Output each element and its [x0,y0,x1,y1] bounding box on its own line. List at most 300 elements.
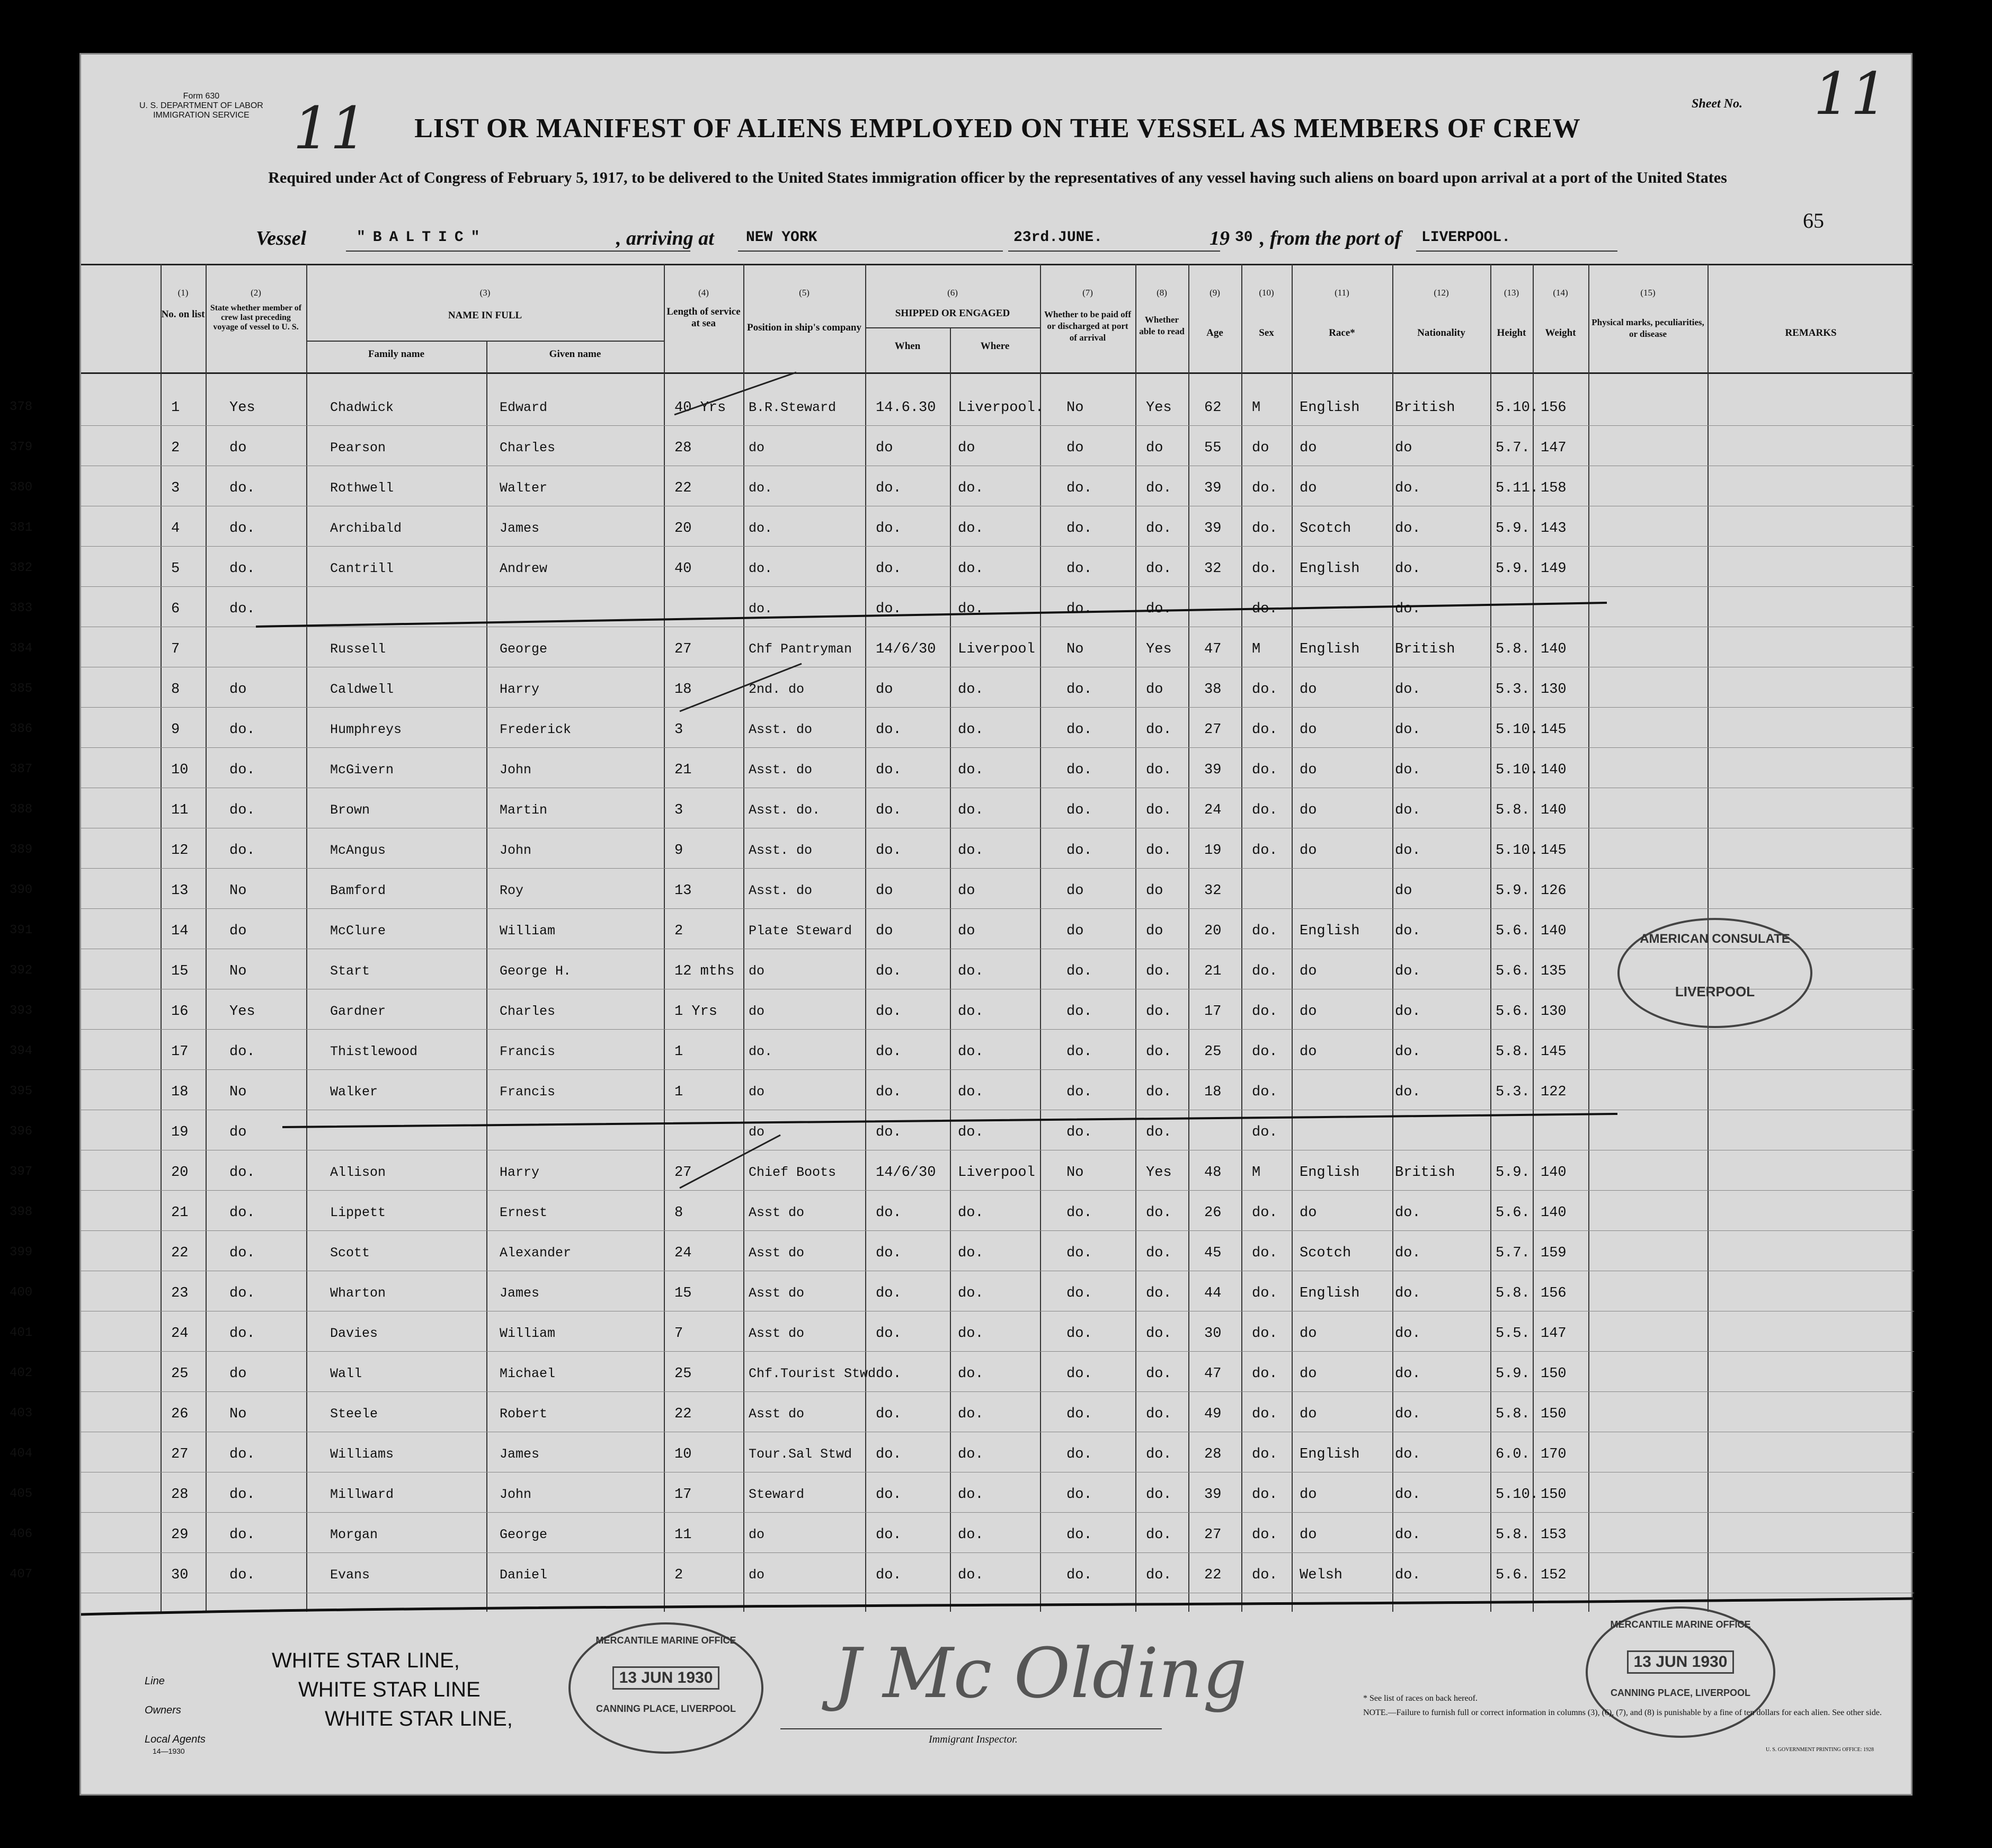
weight: 145 [1541,843,1567,859]
previous-voyage: do [229,682,247,698]
position: Asst. do [749,722,813,737]
paid-off: do. [1066,1527,1092,1543]
given-name: Roy [500,883,524,898]
shipped-when: 14/6/30 [876,1165,936,1181]
line-number: 392 [10,963,33,978]
col-num-8: (8) [1157,288,1167,298]
previous-voyage: do. [229,1165,255,1181]
race: English [1300,923,1360,939]
race: do [1300,963,1317,979]
shipped-where: do. [958,1124,984,1140]
line-number: 405 [10,1487,33,1501]
sex: do. [1252,1205,1278,1221]
age: 17 [1204,1004,1222,1020]
position: do [749,1084,765,1100]
header-height: Height [1497,327,1526,338]
previous-voyage: No [229,1406,247,1422]
line-value: WHITE STAR LINE, [272,1649,460,1672]
col-num-7: (7) [1082,288,1093,298]
row-number: 22 [171,1245,189,1261]
given-name: Edward [500,400,548,415]
shipped-when: do. [876,1044,902,1060]
previous-voyage: do. [229,1245,255,1261]
shipped-when: 14/6/30 [876,641,936,657]
race: do [1300,1527,1317,1543]
able-to-read: do. [1146,762,1172,778]
previous-voyage: do [229,923,247,939]
family-name: Archibald [330,521,402,536]
able-to-read: do. [1146,1366,1172,1382]
sex: do. [1252,1124,1278,1140]
line-number: 378 [10,400,33,414]
previous-voyage: do. [229,762,255,778]
family-name: Gardner [330,1004,386,1019]
weight: 140 [1541,762,1567,778]
height: 5.5. [1496,1326,1530,1342]
row-number: 26 [171,1406,189,1422]
position: do. [749,480,773,496]
col-num-3: (3) [479,288,491,298]
age: 39 [1204,1487,1222,1503]
handwritten-marks [81,55,1914,1797]
weight: 145 [1541,1044,1567,1060]
line-number: 383 [10,601,33,615]
paid-off: do. [1066,1285,1092,1301]
sex: do [1252,440,1269,456]
manifest-sheet [10,53,1913,1796]
given-name: John [500,762,532,778]
shipped-where: do. [958,601,984,617]
header-age: Age [1206,327,1223,338]
able-to-read: do. [1146,1447,1172,1462]
races-note: * See list of races on back hereof. [1363,1694,1478,1703]
position: Asst do [749,1406,805,1422]
height: 5.6. [1496,963,1530,979]
age: 25 [1204,1044,1222,1060]
given-name: William [500,1326,556,1341]
age: 26 [1204,1205,1222,1221]
height: 5.11. [1496,480,1539,496]
weight: 147 [1541,1326,1567,1342]
length-of-service: 28 [674,440,692,456]
shipped-when: do. [876,1285,902,1301]
paid-off: No [1066,1165,1084,1181]
given-name: Alexander [500,1245,572,1261]
shipped-where: do. [958,682,984,698]
sex: do. [1252,963,1278,979]
line-number: 393 [10,1004,33,1018]
handwritten-sheet-number: 11 [293,94,367,162]
position: do [749,440,765,456]
sex: M [1252,641,1261,657]
nationality: do. [1395,1527,1421,1543]
weight: 150 [1541,1406,1567,1422]
weight: 140 [1541,802,1567,818]
age: 47 [1204,641,1222,657]
sex: do. [1252,561,1278,577]
given-name: George [500,641,548,657]
given-name: Daniel [500,1567,548,1583]
sex: do. [1252,480,1278,496]
nationality: do. [1395,1406,1421,1422]
position: Plate Steward [749,923,852,939]
shipped-when: do. [876,1205,902,1221]
shipped-when: do. [876,1326,902,1342]
line-number: 390 [10,883,33,897]
able-to-read: do. [1146,1004,1172,1020]
header-where: Where [980,341,1010,352]
departure-port: LIVERPOOL. [1421,229,1511,246]
shipped-when: do. [876,1447,902,1462]
line-number: 379 [10,440,33,454]
able-to-read: do. [1146,601,1172,617]
shipped-where: Liverpool [958,1165,1035,1181]
able-to-read: do. [1146,1567,1172,1583]
col-num-6: (6) [947,288,958,298]
header-when: When [894,341,921,352]
sex: do. [1252,1567,1278,1583]
position: Asst. do. [749,802,821,818]
row-number: 15 [171,963,189,979]
shipped-when: do. [876,1406,902,1422]
inspector-label: Immigrant Inspector. [929,1734,1018,1745]
age: 32 [1204,883,1222,899]
row-number: 10 [171,762,189,778]
height: 5.8. [1496,1527,1530,1543]
sex: M [1252,400,1261,416]
nationality: do. [1395,1084,1421,1100]
able-to-read: do. [1146,1205,1172,1221]
position: Asst. do [749,843,813,858]
able-to-read: do. [1146,561,1172,577]
line-number: 387 [10,762,33,776]
able-to-read: do. [1146,1044,1172,1060]
paid-off: do. [1066,1447,1092,1462]
shipped-when: do. [876,762,902,778]
sex: do. [1252,722,1278,738]
previous-voyage: do. [229,1205,255,1221]
length-of-service: 27 [674,1165,692,1181]
family-name: Cantrill [330,561,394,576]
weight: 140 [1541,1205,1567,1221]
weight: 143 [1541,521,1567,537]
position: Asst do [749,1205,805,1220]
previous-voyage: do. [229,843,255,859]
age: 62 [1204,400,1222,416]
shipped-where: do. [958,1205,984,1221]
position: do [749,1567,765,1583]
shipped-when: do [876,923,893,939]
family-name: Scott [330,1245,370,1261]
agents-value: WHITE STAR LINE, [325,1707,513,1730]
family-name: Davies [330,1326,378,1341]
sex: do. [1252,521,1278,537]
weight: 156 [1541,400,1567,416]
weight: 156 [1541,1285,1567,1301]
given-name: Charles [500,440,556,456]
header-weight: Weight [1545,327,1576,338]
row-number: 24 [171,1326,189,1342]
header-family-name: Family name [368,349,425,360]
shipped-where: do. [958,1245,984,1261]
paid-off: do. [1066,963,1092,979]
height: 5.6. [1496,923,1530,939]
height: 5.10. [1496,722,1539,738]
col-num-10: (10) [1259,288,1274,298]
line-number: 397 [10,1165,33,1179]
previous-voyage: do. [229,802,255,818]
owners-value: WHITE STAR LINE [298,1678,481,1701]
length-of-service: 8 [674,1205,683,1221]
weight: 170 [1541,1447,1567,1462]
family-name: Bamford [330,883,386,898]
race: do [1300,480,1317,496]
height: 6.0. [1496,1447,1530,1462]
able-to-read: do. [1146,1326,1172,1342]
ditto-slash-2 [680,664,805,711]
sex: do. [1252,601,1278,617]
height: 5.9. [1496,883,1530,899]
shipped-when: do. [876,1366,902,1382]
header-able-read: Whether able to read [1139,315,1185,336]
able-to-read: do. [1146,1487,1172,1503]
nationality: do. [1395,1366,1421,1382]
position: Chf Pantryman [749,641,852,657]
length-of-service: 13 [674,883,692,899]
nationality: do. [1395,1245,1421,1261]
position: do [749,1004,765,1019]
col-num-5: (5) [799,288,810,298]
family-name: Brown [330,802,370,818]
weight: 130 [1541,682,1567,698]
family-name: Chadwick [330,400,394,415]
line-number: 402 [10,1366,33,1380]
row-number: 28 [171,1487,189,1503]
sex: do. [1252,1004,1278,1020]
family-name: McClure [330,923,386,939]
header-length-service: Length of service at sea [666,306,741,329]
height: 5.3. [1496,1084,1530,1100]
shipped-when: do. [876,1245,902,1261]
height: 5.10. [1496,1487,1539,1503]
col-num-9: (9) [1210,288,1220,298]
race: do [1300,1366,1317,1382]
position: do [749,1527,765,1542]
nationality: do. [1395,1447,1421,1462]
able-to-read: Yes [1146,1165,1172,1181]
sex: do. [1252,802,1278,818]
paid-off: No [1066,400,1084,416]
age: 38 [1204,682,1222,698]
row-number: 11 [171,802,189,818]
paid-off: do. [1066,762,1092,778]
year-prefix: 19 [1210,227,1230,249]
shipped-where: do [958,883,975,899]
col-num-15: (15) [1640,288,1656,298]
page-number: 65 [1803,209,1824,233]
shipped-where: do. [958,963,984,979]
sex: do. [1252,1366,1278,1382]
weight: 149 [1541,561,1567,577]
vessel-label: Vessel [256,227,306,249]
position: do. [749,601,773,617]
given-name: Michael [500,1366,556,1381]
row-number: 6 [171,601,180,617]
family-name: Morgan [330,1527,378,1542]
vessel-name: "BALTIC" [357,229,487,246]
nationality: do. [1395,480,1421,496]
position: do [749,1124,765,1140]
height: 5.10. [1496,762,1539,778]
sex: do. [1252,682,1278,698]
line-number: 401 [10,1326,33,1340]
position: Chief Boots [749,1165,837,1180]
row-number: 29 [171,1527,189,1543]
line-number: 384 [10,641,33,656]
age: 39 [1204,762,1222,778]
shipped-where: do. [958,480,984,496]
col-num-14: (14) [1553,288,1568,298]
weight: 140 [1541,641,1567,657]
family-name: Rothwell [330,480,394,496]
age: 39 [1204,521,1222,537]
ditto-slash-1 [674,372,796,415]
line-number: 399 [10,1245,33,1260]
height: 5.8. [1496,1406,1530,1422]
line-number: 389 [10,843,33,857]
form-number: Form 630 U. S. DEPARTMENT OF LABOR IMMIGRATION SERVICE [139,92,263,120]
able-to-read: do. [1146,963,1172,979]
height: 5.10. [1496,400,1539,416]
col-num-4: (4) [698,288,709,298]
shipped-when: do. [876,722,902,738]
header-remarks: REMARKS [1785,327,1837,338]
sex: do. [1252,1285,1278,1301]
height: 5.8. [1496,641,1530,657]
shipped-when: do. [876,1487,902,1503]
family-name: Evans [330,1567,370,1583]
shipped-where: Liverpool. [958,400,1044,416]
able-to-read: do. [1146,1285,1172,1301]
row-number: 16 [171,1004,189,1020]
position: Tour.Sal Stwd [749,1447,852,1462]
able-to-read: do. [1146,1406,1172,1422]
nationality: do. [1395,601,1421,617]
position: Asst. do [749,762,813,778]
position: do. [749,521,773,536]
age: 18 [1204,1084,1222,1100]
length-of-service: 12 mths [674,963,735,979]
able-to-read: do. [1146,802,1172,818]
row-number: 27 [171,1447,189,1462]
line-number: 403 [10,1406,33,1421]
shipped-when: do. [876,843,902,859]
length-of-service: 11 [674,1527,692,1543]
nationality: do. [1395,1004,1421,1020]
position: Asst do [749,1245,805,1261]
previous-voyage: do. [229,1567,255,1583]
given-name: John [500,843,532,858]
race: do [1300,682,1317,698]
previous-voyage: do [229,1124,247,1140]
row-number: 23 [171,1285,189,1301]
paid-off: do. [1066,1205,1092,1221]
shipped-when: do. [876,1124,902,1140]
weight: 126 [1541,883,1567,899]
family-name: McAngus [330,843,386,858]
position: Steward [749,1487,805,1502]
line-number: 381 [10,521,33,535]
height: 5.9. [1496,1165,1530,1181]
weight: 140 [1541,1165,1567,1181]
sex: do. [1252,762,1278,778]
col-num-11: (11) [1335,288,1349,298]
given-name: Charles [500,1004,556,1019]
family-name: Russell [330,641,386,657]
previous-voyage: do. [229,1487,255,1503]
length-of-service: 1 Yrs [674,1004,718,1020]
paid-off: do. [1066,480,1092,496]
nationality: do. [1395,963,1421,979]
shipped-when: do [876,682,893,698]
shipped-when: do. [876,1527,902,1543]
race: do [1300,1004,1317,1020]
shipped-when: do. [876,480,902,496]
previous-voyage: Yes [229,400,255,416]
line-number: 396 [10,1124,33,1139]
row-number: 19 [171,1124,189,1140]
line-number: 395 [10,1084,33,1099]
length-of-service: 24 [674,1245,692,1261]
race: do [1300,1044,1317,1060]
row-number: 5 [171,561,180,577]
nationality: do. [1395,682,1421,698]
paid-off: do. [1066,843,1092,859]
given-name: George H. [500,963,572,979]
given-name: Martin [500,802,548,818]
age: 20 [1204,923,1222,939]
sex: do. [1252,1084,1278,1100]
row-number: 18 [171,1084,189,1100]
family-name: Allison [330,1165,386,1180]
shipped-where: do. [958,1084,984,1100]
shipped-when: 14.6.30 [876,400,936,416]
able-to-read: do [1146,883,1163,899]
paid-off: do. [1066,1084,1092,1100]
age: 24 [1204,802,1222,818]
race: do [1300,1487,1317,1503]
shipped-when: do. [876,963,902,979]
given-name: Francis [500,1044,556,1059]
previous-voyage: No [229,1084,247,1100]
line-number: 386 [10,722,33,736]
penalty-note: NOTE.—Failure to furnish full or correct information in columns (3), (6), (7), and (8) is punishable by a fine of ten dollars for each alien. See other side. [1363,1708,1882,1717]
shipped-when: do [876,883,893,899]
table-bottom-rule [81,1599,1914,1614]
nationality: do [1395,883,1412,899]
sex: do. [1252,1406,1278,1422]
row-number: 20 [171,1165,189,1181]
position: do. [749,1044,773,1059]
length-of-service: 22 [674,1406,692,1422]
family-name: Wall [330,1366,362,1381]
col-num-2: (2) [251,288,261,298]
length-of-service: 25 [674,1366,692,1382]
race: do [1300,843,1317,859]
row-number: 1 [171,400,180,416]
strike-row-6 [256,603,1607,627]
age: 44 [1204,1285,1222,1301]
